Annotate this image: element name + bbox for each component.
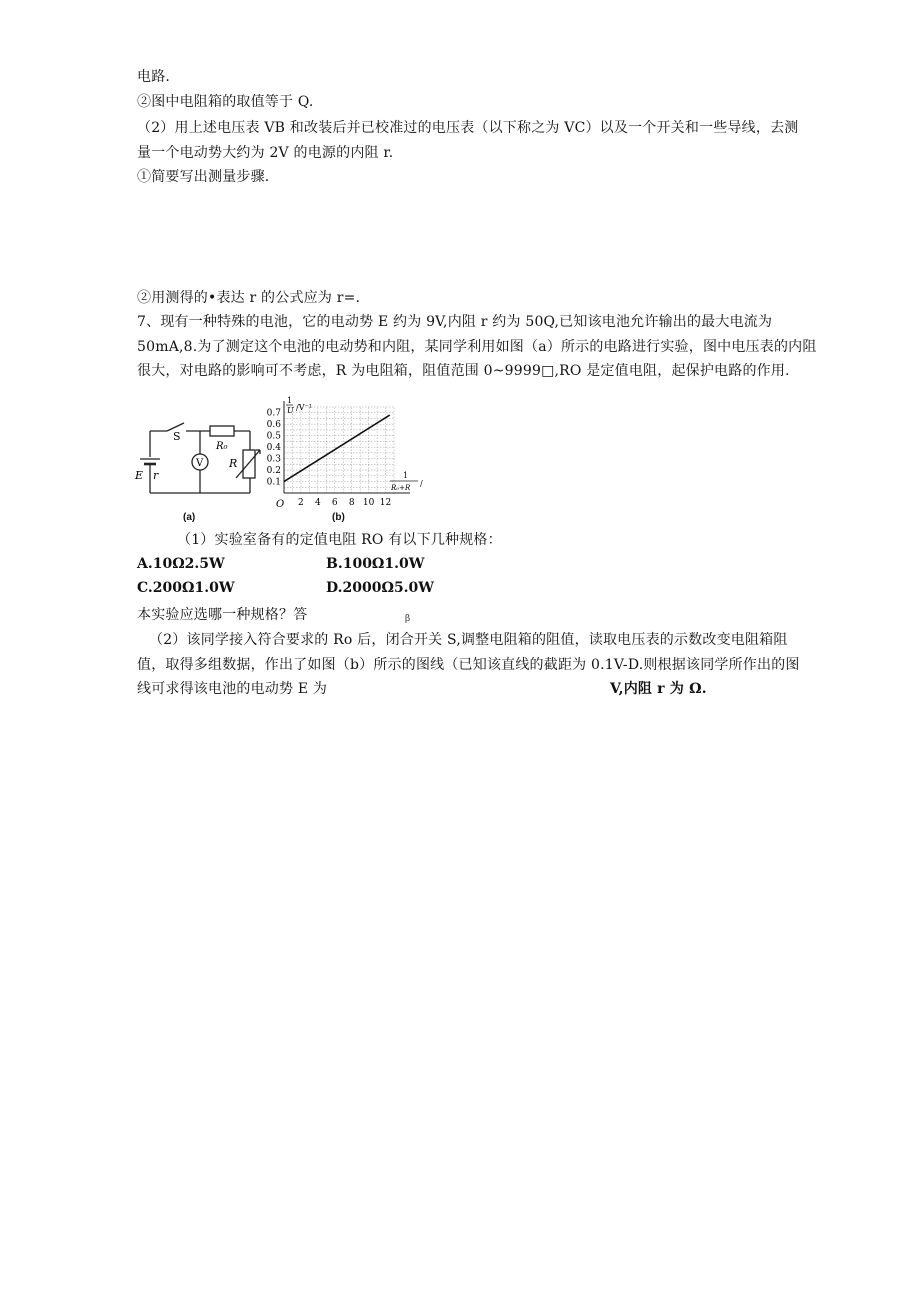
svg-text:/V⁻¹: /V⁻¹ (296, 403, 312, 412)
option-b: B.100Ω1.0W (326, 556, 425, 572)
svg-text:/: / (420, 479, 423, 488)
line-8: 50mA,8.为了测定这个电池的电动势和内阻，某同学利用如图（a）所示的电路进行实验，图中电压表的内阻 (137, 339, 817, 355)
series-line (284, 415, 390, 482)
line-6: ②用测得的•表达 r 的公式应为 r=. (137, 290, 361, 306)
figure-label-b: (b) (332, 512, 345, 523)
circuit-label-v: V (196, 458, 204, 469)
line-4: 量一个电动势大约为 2V 的电源的内阻 r. (137, 145, 394, 161)
x-tick-label: 12 (379, 498, 392, 508)
graph-chart (262, 395, 432, 515)
graph-series (284, 415, 390, 482)
line-2: ②图中电阻箱的取值等于 Q. (137, 94, 314, 110)
question-2-line-3b: V,内阻 r 为 Ω. (610, 681, 707, 697)
y-tick-label: 0.7 (266, 408, 281, 419)
figure-label-a: (a) (183, 512, 196, 523)
question-2-line-2: 值，取得多组数据，作出了如图（b）所示的图线（已知该直线的截距为 0.1V-D.则根据该同学所作出的图 (137, 657, 800, 673)
line-9: 很大，对电路的影响可不考虑，R 为电阻箱，阻值范围 0~9999□,RO 是定值电阻，起保护电路的作用. (137, 363, 790, 379)
circuit-label-rbox: R (229, 457, 238, 470)
beta-mark: β (405, 614, 411, 624)
svg-text:R₀+R: R₀+R (391, 484, 411, 492)
circuit-label-r0: R₀ (216, 441, 228, 452)
option-d: D.2000Ω5.0W (326, 580, 435, 596)
y-tick-label: 0.3 (266, 454, 281, 465)
svg-text:1: 1 (287, 396, 293, 405)
line-1: 电路. (137, 69, 171, 85)
y-tick-label: 0.2 (266, 466, 281, 477)
graph-y-label (286, 396, 312, 415)
line-5: ①简要写出测量步骤. (137, 169, 270, 185)
x-tick-label: 8 (348, 498, 355, 508)
circuit-diagram (132, 405, 267, 505)
line-3: （2）用上述电压表 VB 和改装后并已校准过的电压表（以下称之为 VC）以及一个开关和一些导线，去测 (137, 120, 799, 136)
x-tick-label: 2 (298, 498, 304, 508)
x-tick-label: 6 (331, 498, 338, 508)
svg-text:1: 1 (403, 471, 409, 480)
y-tick-label: 0.4 (266, 443, 281, 454)
circuit-label-e: E (135, 469, 144, 482)
option-a: A.10Ω2.5W (137, 556, 225, 572)
y-tick-label: 0.5 (266, 431, 281, 442)
circuit-label-r: r (153, 469, 159, 482)
question-1: （1）实验室备有的定值电阻 RO 有以下几种规格： (177, 532, 502, 548)
x-tick-label: 4 (314, 498, 321, 508)
question-2-line-3a: 线可求得该电池的电动势 E 为 (137, 681, 328, 697)
y-tick-label: 0.6 (266, 420, 281, 431)
graph-origin: O (276, 499, 285, 510)
answer-prompt: 本实验应选哪一种规格？答 (137, 607, 308, 623)
graph-grid (284, 407, 394, 493)
x-tick-label: 10 (362, 498, 375, 508)
circuit-label-s: S (173, 430, 181, 443)
line-7: 7、现有一种特殊的电池，它的电动势 E 约为 9V,内阻 r 约为 50Q,已知该电池允许输出的最大电流为 (137, 314, 773, 330)
svg-text:U: U (287, 406, 294, 415)
y-tick-label: 0.1 (266, 477, 281, 488)
option-c: C.200Ω1.0W (137, 580, 235, 596)
question-2-line-1: （2）该同学接入符合要求的 Ro 后，闭合开关 S,调整电阻箱的阻值，读取电压表的示数改变电阻箱阻 (149, 632, 788, 648)
graph-x-label (390, 471, 423, 492)
